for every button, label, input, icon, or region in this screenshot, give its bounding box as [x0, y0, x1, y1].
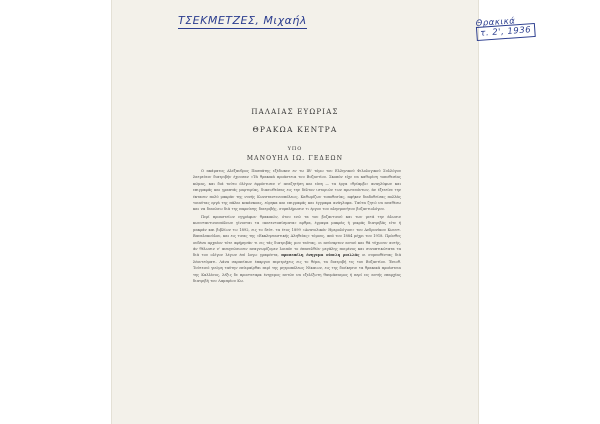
- author-name: ΜΑΝΟΥΗΛ ΙΩ. ΓΕΔΕΩΝ: [246, 155, 344, 162]
- handwritten-source-note: [475, 15, 535, 39]
- bold-phrase: προσεπέλη ένηγεμα οίπελη ροιλλάς: [281, 253, 360, 258]
- handwritten-author-name: ΤΣΕΚΜΕΤΖΕΣ, Μιχαήλ: [178, 14, 307, 27]
- handwritten-source-volume: τ. 2', 1936: [476, 25, 535, 39]
- title-line-1: ΠΑΛΑΙΑΣ ΕΥΩΡΙΑΣ: [251, 108, 339, 116]
- handwritten-source-title: Θρακικά: [475, 16, 516, 30]
- handwritten-author-note: [178, 14, 307, 27]
- byline-label: ΥΠΟ: [287, 146, 303, 152]
- paragraph-1: Ο ακάματος Αλέξανδρος Πασπάτης εξέδωκεν εν τω ΙΒ' τόμω του Ελληνικού Φιλολογικού Συλλόγου λατρεύειν διατριβήν έχουσαν «Τά θρακικά προάστεια του Βυζαντίου. Σκοπόν είχε να καθορίση τοποθεσίας κώμας, και διά τούτο όλίγον έφρόντισεν ν' αναζητήση και είπη — τα έργα «θρίαμβι» αναγλύφων και επιγραφάς και γραπτάς μαρτυρίας, διασωθείσας εις την δέλτον ιστοριών των πρωτευόντων, άν έξετείνε την έκτασιν πολύ μακράν της νυνής Κωνσταντινουπόλεως. Καθωρίζων τοποθεσίας, αφήκεν διαδοθείσας πολλάς τοιαύτας εργά της πάλαι κεκάνκοας, εύρηκα και επιγραφάς και έγγραφα ανάγλυφα. Ταύτα ζητώ να αναθέσω και να διαιώσω διά της παρούσης διατριβής, συμπλήρωσιν τι έργου του αλησμονήτου βυζαντιολόγου.: [193, 169, 401, 212]
- article-body: [193, 168, 401, 286]
- paragraph-2: Περί προαστείων εγγράφων θρακικών, ότου ενώ τα του βυζαντινού και των μετά την άλωσιν κωνσταντινουπόλεων γίνονται τα «κατεντοπίσματα» αρθρα, έγραψα μακράς ή μικράς διατριβάς είτε ή μακράν και βιβλίων τω 1892, εις το δεύτ. τα έτος 1899 «Ανατολικόν Ημερολόγιον» του Ανδρονίκου Κωνστ. Βαναλυκούλου, και εις τινας της «Εκκλησιαστικής Αληθείας» τόμους, από του 1884 μέχρι του 1918. Πρόσθες ουδένα αρχαίον τότε αφήρησάν τι εις τάς διατριβάς μου ταύτας, οι ανύσαρτον αυτού και θά τύχωσιν αυτής, άν θέλωσιν ν' αναγνώσωσιν αναγνωρίζομεν λοιπόν το έπανελθών μεγάλης ποιμένος και συνοπτικώτατα τα διά του ολίγον λέγων έπί λογω γραφέντα, προσεπέλη ένηγεμα οίπελη ροιλλάς οι συμποθέντας διά λέοντεύματι. Λάνα σαρανίπων έπαργου περιτρέχεις εις το θέμα, τα διατριβή τις του Βυζαντίου. Ένιοθ. Τούτεινό γνώμη ταύτην επίεραίρθαι περί της μητροπόλεως Νίκαιων, εις της διοίκησιν τα θρακικά προάστεια της Καλλίσος, λέξις δε προστεταρκ ένηγεμος αυτών να εξελίξωτη θαυμάσαιμος ή περί εις αυτής επαρχίας διατριβή του Λαμπρίου Κω.: [193, 215, 401, 284]
- title-line-2: ΘΡΑΚΩΑ ΚΕΝΤΡΑ: [252, 125, 338, 134]
